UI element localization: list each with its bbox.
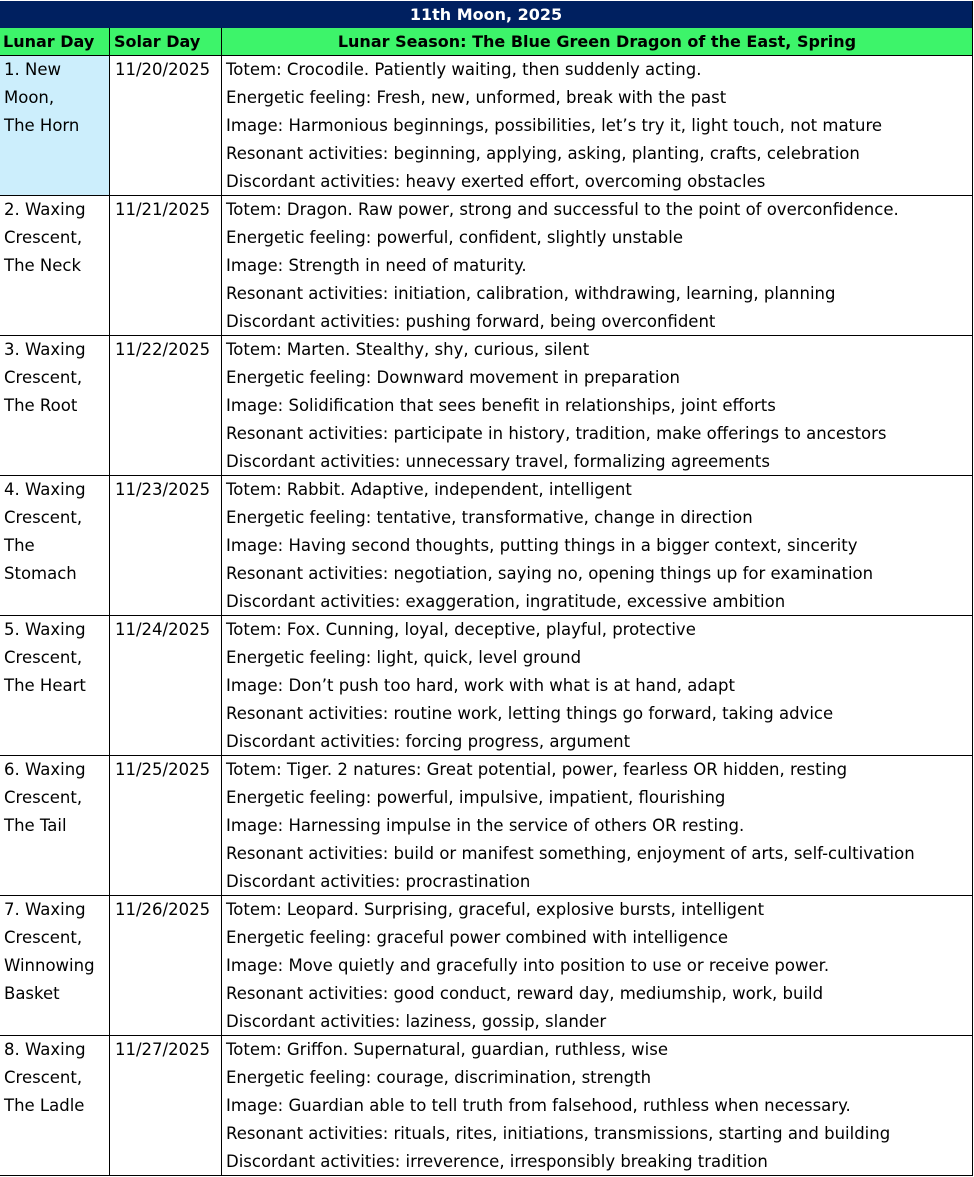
lunar-day-text: Crescent,: [4, 228, 83, 247]
energetic-feeling-line: Energetic feeling: tentative, transformative, change in direction: [226, 508, 753, 527]
solar-day-cell[interactable]: 11/27/2025: [110, 1036, 222, 1175]
resonant-activities-line: Resonant activities: good conduct, reward day, mediumship, work, build: [226, 984, 824, 1003]
totem-line: Totem: Fox. Cunning, loyal, deceptive, playful, protective: [226, 620, 696, 639]
lunar-day-text: Crescent,: [4, 368, 83, 387]
lunar-day-cell[interactable]: [0, 476, 110, 615]
lunar-day-cell[interactable]: [0, 616, 110, 755]
table-row: [0, 616, 973, 756]
lunar-calendar-table: [0, 1, 973, 1176]
resonant-activities-line: Resonant activities: initiation, calibration, withdrawing, learning, planning: [226, 284, 836, 303]
totem-line: Totem: Crocodile. Patiently waiting, then suddenly acting.: [226, 60, 702, 79]
description-cell[interactable]: [222, 56, 972, 195]
lunar-day-text: The: [4, 536, 35, 555]
lunar-day-text: Moon,: [4, 88, 55, 107]
description-cell[interactable]: [222, 616, 972, 755]
solar-day-cell[interactable]: 11/20/2025: [110, 56, 222, 195]
lunar-day-text: Crescent,: [4, 928, 83, 947]
discordant-activities-line: Discordant activities: heavy exerted effort, overcoming obstacles: [226, 172, 766, 191]
lunar-day-text: 8. Waxing: [4, 1040, 86, 1059]
solar-day-cell[interactable]: 11/22/2025: [110, 336, 222, 475]
energetic-feeling-line: Energetic feeling: Downward movement in preparation: [226, 368, 681, 387]
lunar-day-cell[interactable]: [0, 56, 110, 195]
table-title: 11th Moon, 2025: [0, 1, 973, 28]
lunar-day-text: Crescent,: [4, 648, 83, 667]
lunar-day-text: 4. Waxing: [4, 480, 86, 499]
discordant-activities-line: Discordant activities: forcing progress, argument: [226, 732, 631, 751]
table-row: [0, 196, 973, 336]
lunar-day-text: 6. Waxing: [4, 760, 86, 779]
table-row: [0, 756, 973, 896]
lunar-day-text: The Tail: [4, 816, 67, 835]
table-row: [0, 336, 973, 476]
discordant-activities-line: Discordant activities: procrastination: [226, 872, 531, 891]
totem-line: Totem: Dragon. Raw power, strong and successful to the point of overconfidence.: [226, 200, 899, 219]
energetic-feeling-line: Energetic feeling: powerful, confident, slightly unstable: [226, 228, 683, 247]
table-row: [0, 1036, 973, 1176]
image-line: Image: Strength in need of maturity.: [226, 256, 527, 275]
discordant-activities-line: Discordant activities: exaggeration, ingratitude, excessive ambition: [226, 592, 786, 611]
energetic-feeling-line: Energetic feeling: graceful power combined with intelligence: [226, 928, 729, 947]
lunar-day-cell[interactable]: [0, 1036, 110, 1175]
lunar-day-cell[interactable]: [0, 756, 110, 895]
image-line: Image: Don’t push too hard, work with what is at hand, adapt: [226, 676, 735, 695]
lunar-day-text: The Neck: [4, 256, 82, 275]
lunar-day-text: The Root: [4, 396, 78, 415]
solar-day-cell[interactable]: 11/24/2025: [110, 616, 222, 755]
image-line: Image: Move quietly and gracefully into position to use or receive power.: [226, 956, 830, 975]
description-cell[interactable]: [222, 476, 972, 615]
table-row: [0, 476, 973, 616]
lunar-day-cell[interactable]: [0, 336, 110, 475]
resonant-activities-line: Resonant activities: build or manifest something, enjoyment of arts, self-cultivation: [226, 844, 915, 863]
table-body: [0, 56, 973, 1176]
header-lunar-day: Lunar Day: [0, 28, 110, 55]
solar-day-cell[interactable]: 11/25/2025: [110, 756, 222, 895]
solar-day-cell[interactable]: 11/21/2025: [110, 196, 222, 335]
image-line: Image: Harmonious beginnings, possibilities, let’s try it, light touch, not mature: [226, 116, 883, 135]
lunar-day-text: Crescent,: [4, 1068, 83, 1087]
solar-day-cell[interactable]: 11/26/2025: [110, 896, 222, 1035]
header-row: [0, 28, 973, 56]
lunar-day-text: Crescent,: [4, 508, 83, 527]
solar-day-cell[interactable]: 11/23/2025: [110, 476, 222, 615]
totem-line: Totem: Marten. Stealthy, shy, curious, silent: [226, 340, 590, 359]
image-line: Image: Harnessing impulse in the service of others OR resting.: [226, 816, 745, 835]
discordant-activities-line: Discordant activities: pushing forward, being overconfident: [226, 312, 716, 331]
resonant-activities-line: Resonant activities: rituals, rites, initiations, transmissions, starting and building: [226, 1124, 891, 1143]
description-cell[interactable]: [222, 336, 972, 475]
image-line: Image: Guardian able to tell truth from falsehood, ruthless when necessary.: [226, 1096, 851, 1115]
totem-line: Totem: Rabbit. Adaptive, independent, intelligent: [226, 480, 632, 499]
header-lunar-season: Lunar Season: The Blue Green Dragon of the East, Spring: [337, 32, 857, 51]
totem-line: Totem: Leopard. Surprising, graceful, explosive bursts, intelligent: [226, 900, 765, 919]
description-cell[interactable]: [222, 196, 972, 335]
lunar-day-text: Winnowing: [4, 956, 95, 975]
lunar-day-text: The Heart: [4, 676, 86, 695]
totem-line: Totem: Tiger. 2 natures: Great potential, power, fearless OR hidden, resting: [226, 760, 848, 779]
discordant-activities-line: Discordant activities: laziness, gossip, slander: [226, 1012, 607, 1031]
resonant-activities-line: Resonant activities: beginning, applying, asking, planting, crafts, celebration: [226, 144, 860, 163]
table-row: [0, 56, 973, 196]
lunar-day-cell[interactable]: [0, 196, 110, 335]
lunar-day-text: 5. Waxing: [4, 620, 86, 639]
resonant-activities-line: Resonant activities: negotiation, saying no, opening things up for examination: [226, 564, 874, 583]
lunar-day-text: 1. New: [4, 60, 61, 79]
description-cell[interactable]: [222, 756, 972, 895]
lunar-day-text: Stomach: [4, 564, 77, 583]
energetic-feeling-line: Energetic feeling: Fresh, new, unformed, break with the past: [226, 88, 727, 107]
resonant-activities-line: Resonant activities: participate in history, tradition, make offerings to ancestors: [226, 424, 887, 443]
energetic-feeling-line: Energetic feeling: courage, discrimination, strength: [226, 1068, 652, 1087]
energetic-feeling-line: Energetic feeling: light, quick, level ground: [226, 648, 582, 667]
table-row: [0, 896, 973, 1036]
discordant-activities-line: Discordant activities: irreverence, irresponsibly breaking tradition: [226, 1152, 768, 1171]
lunar-day-text: Basket: [4, 984, 60, 1003]
lunar-day-text: Crescent,: [4, 788, 83, 807]
lunar-day-text: The Horn: [4, 116, 80, 135]
image-line: Image: Having second thoughts, putting things in a bigger context, sincerity: [226, 536, 858, 555]
energetic-feeling-line: Energetic feeling: powerful, impulsive, impatient, flourishing: [226, 788, 726, 807]
header-solar-day: Solar Day: [110, 28, 222, 55]
totem-line: Totem: Griffon. Supernatural, guardian, ruthless, wise: [226, 1040, 669, 1059]
image-line: Image: Solidification that sees benefit in relationships, joint efforts: [226, 396, 776, 415]
lunar-day-text: 7. Waxing: [4, 900, 86, 919]
resonant-activities-line: Resonant activities: routine work, letting things go forward, taking advice: [226, 704, 834, 723]
lunar-day-text: The Ladle: [4, 1096, 85, 1115]
description-cell[interactable]: [222, 896, 972, 1035]
description-cell[interactable]: [222, 1036, 972, 1175]
discordant-activities-line: Discordant activities: unnecessary travel, formalizing agreements: [226, 452, 770, 471]
lunar-day-text: 2. Waxing: [4, 200, 86, 219]
lunar-day-cell[interactable]: [0, 896, 110, 1035]
lunar-day-text: 3. Waxing: [4, 340, 86, 359]
